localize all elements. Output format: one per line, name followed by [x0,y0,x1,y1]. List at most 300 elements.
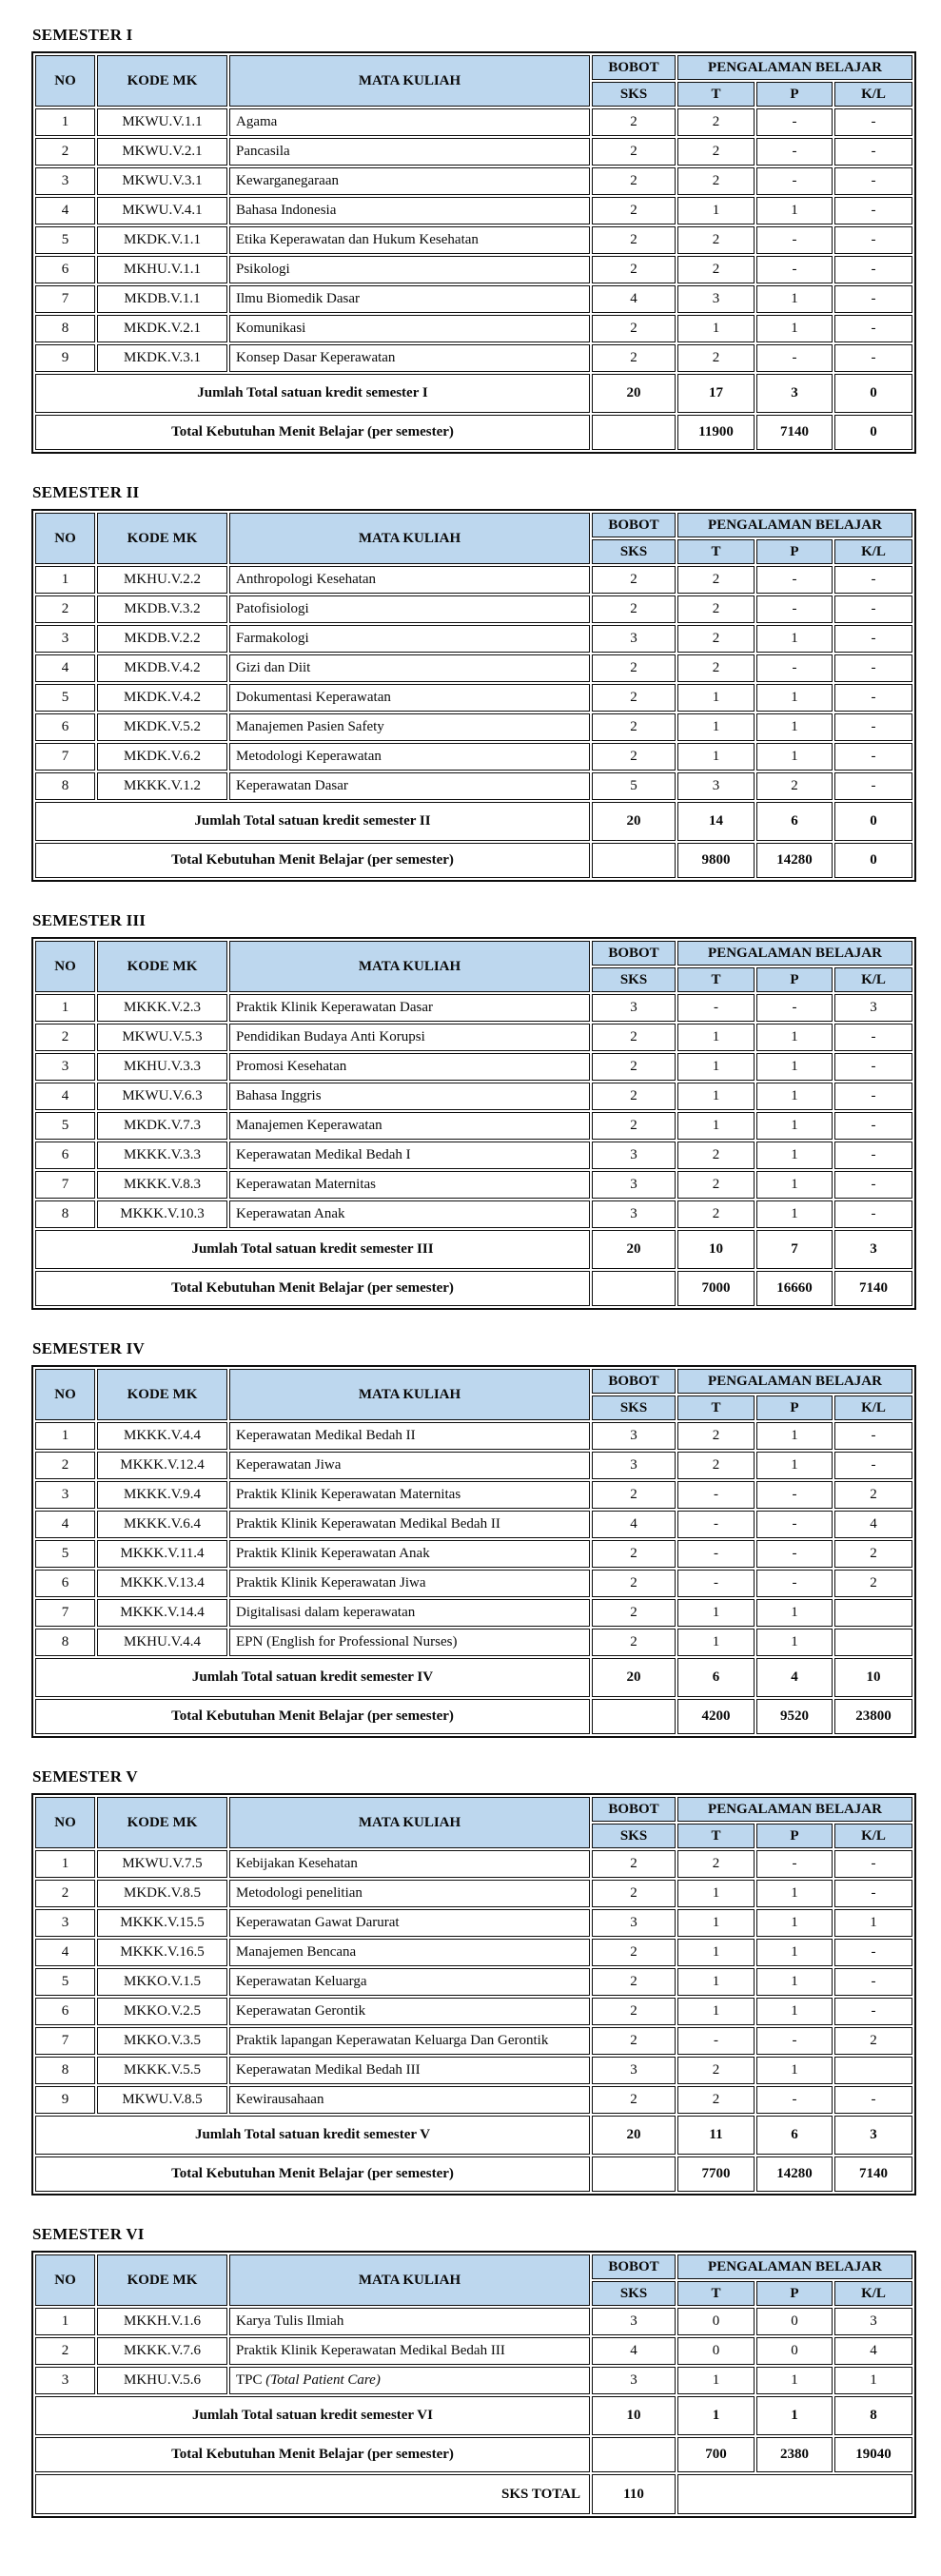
cell-kl: - [834,344,912,372]
cell-no: 2 [35,2337,95,2365]
col-header-pengalaman-belajar: PENGALAMAN BELAJAR [677,513,912,537]
cell-mata-kuliah [229,1939,590,1966]
col-header-kl: K/L [834,82,912,107]
cell-kode-mk: MKDK.V.4.2 [97,684,227,712]
cell-p: - [756,138,833,166]
semester-section [31,1767,912,2195]
cell-kode-mk: MKKK.V.13.4 [97,1570,227,1597]
col-header-kl: K/L [834,2281,912,2306]
cell-sks: 4 [592,1511,676,1538]
cell-mata-kuliah [229,772,590,800]
cell-sks: 3 [592,994,676,1022]
col-header-t: T [677,1395,755,1420]
total-menit-sks-empty [592,1271,676,1306]
cell-kode-mk: MKKK.V.15.5 [97,1909,227,1937]
cell-mata-kuliah [229,743,590,771]
course-name: Dokumentasi Keperawatan [236,690,391,705]
table-row [35,566,912,594]
course-name: Karya Tulis Ilmiah [236,2313,344,2329]
cell-kode-mk: MKWU.V.6.3 [97,1083,227,1110]
cell-t: 1 [677,1053,755,1081]
cell-kode-mk: MKKK.V.9.4 [97,1481,227,1509]
cell-p: - [756,1481,833,1509]
col-header-p: P [756,82,833,107]
cell-p: 1 [756,1142,833,1169]
cell-no: 4 [35,197,95,224]
cell-t: 2 [677,566,755,594]
cell-no: 4 [35,654,95,682]
course-name: Metodologi Keperawatan [236,749,382,764]
cell-t: - [677,2027,755,2055]
cell-sks: 2 [592,654,676,682]
jumlah-t: 11 [677,2116,755,2155]
cell-mata-kuliah [229,595,590,623]
cell-kode-mk: MKDK.V.8.5 [97,1880,227,1907]
cell-mata-kuliah [229,1024,590,1051]
table-row [35,197,912,224]
cell-t: 2 [677,1142,755,1169]
curriculum-table [31,509,916,882]
cell-p: 1 [756,1968,833,1996]
cell-kode-mk: MKHU.V.2.2 [97,566,227,594]
col-header-no: NO [35,1797,95,1848]
cell-sks: 3 [592,1909,676,1937]
jumlah-row [35,1230,912,1269]
semester-title: SEMESTER IV [32,1339,145,1357]
total-menit-kl: 7140 [834,2156,912,2192]
course-name: Kewirausahaan [236,2092,324,2107]
course-name: Keperawatan Medikal Bedah II [236,1428,416,1443]
col-header-bobot: BOBOT [592,1797,676,1822]
total-menit-label: Total Kebutuhan Menit Belajar (per semester) [35,2156,590,2192]
table-body [35,1422,912,1734]
cell-mata-kuliah [229,994,590,1022]
total-menit-t: 9800 [677,843,755,878]
cell-no: 3 [35,1909,95,1937]
cell-kl: - [834,625,912,653]
table-row [35,1024,912,1051]
total-menit-sks-empty [592,415,676,450]
cell-p: - [756,994,833,1022]
jumlah-t: 14 [677,802,755,841]
cell-t: 1 [677,1909,755,1937]
cell-kode-mk: MKDB.V.1.1 [97,285,227,313]
cell-kode-mk: MKWU.V.3.1 [97,167,227,195]
jumlah-sks: 20 [592,374,676,413]
col-header-sks: SKS [592,2281,676,2306]
cell-no: 5 [35,226,95,254]
total-menit-row [35,2437,912,2472]
course-name: Keperawatan Gawat Darurat [236,1915,400,1930]
table-row [35,344,912,372]
cell-kl: - [834,256,912,283]
cell-no: 1 [35,108,95,136]
table-body [35,994,912,1306]
course-name: Praktik Klinik Keperawatan Dasar [236,1000,434,1015]
cell-sks: 3 [592,2308,676,2335]
semester-title: SEMESTER V [32,1767,138,1786]
table-row [35,2057,912,2084]
cell-mata-kuliah [229,1880,590,1907]
course-name: Psikologi [236,262,290,277]
cell-no: 5 [35,1968,95,1996]
col-header-mata-kuliah: MATA KULIAH [229,513,590,564]
jumlah-kl: 3 [834,1230,912,1269]
cell-kode-mk: MKKK.V.14.4 [97,1599,227,1627]
cell-mata-kuliah [229,1452,590,1479]
cell-p: - [756,1511,833,1538]
cell-p: 1 [756,1998,833,2025]
jumlah-p: 6 [756,2116,833,2155]
cell-kl: 4 [834,1511,912,1538]
cell-p: - [756,1850,833,1878]
cell-kode-mk: MKKK.V.12.4 [97,1452,227,1479]
cell-no: 7 [35,2027,95,2055]
col-header-mata-kuliah: MATA KULIAH [229,941,590,992]
cell-t: 2 [677,2086,755,2114]
cell-sks: 4 [592,285,676,313]
cell-kl: - [834,197,912,224]
cell-t: 2 [677,1171,755,1199]
table-header [35,55,912,107]
cell-kl: - [834,1142,912,1169]
course-name: Manajemen Pasien Safety [236,719,384,734]
cell-kl: - [834,1200,912,1228]
cell-sks: 3 [592,1452,676,1479]
cell-mata-kuliah [229,2367,590,2394]
cell-kl: - [834,1939,912,1966]
cell-sks: 2 [592,2086,676,2114]
cell-mata-kuliah [229,1142,590,1169]
cell-kl: - [834,1998,912,2025]
total-menit-label: Total Kebutuhan Menit Belajar (per semester) [35,2437,590,2472]
cell-sks: 2 [592,1481,676,1509]
cell-kl [834,1629,912,1656]
total-menit-p: 16660 [756,1271,833,1306]
cell-sks: 2 [592,1540,676,1568]
cell-kode-mk: MKDK.V.2.1 [97,315,227,342]
sks-total-row [35,2474,912,2514]
table-row [35,256,912,283]
col-header-bobot: BOBOT [592,941,676,966]
jumlah-p: 4 [756,1658,833,1697]
cell-t: - [677,1481,755,1509]
cell-kl [834,1599,912,1627]
cell-p: 1 [756,1083,833,1110]
header-row-1 [35,55,912,80]
total-menit-p: 14280 [756,2156,833,2192]
course-name: Keperawatan Medikal Bedah I [236,1147,411,1162]
cell-t: 1 [677,1599,755,1627]
cell-sks: 2 [592,1629,676,1656]
cell-no: 3 [35,625,95,653]
col-header-no: NO [35,941,95,992]
course-name: Praktik Klinik Keperawatan Medikal Bedah III [236,2343,505,2358]
cell-kl: - [834,1053,912,1081]
cell-kl: 4 [834,2337,912,2365]
cell-t: 2 [677,1422,755,1450]
table-row [35,1629,912,1656]
cell-p: 1 [756,1452,833,1479]
jumlah-label: Jumlah Total satuan kredit semester I [35,374,590,413]
cell-kl: - [834,138,912,166]
header-row-1 [35,513,912,537]
cell-kode-mk: MKKK.V.3.3 [97,1142,227,1169]
cell-sks: 2 [592,1850,676,1878]
cell-sks: 3 [592,1142,676,1169]
cell-sks: 2 [592,566,676,594]
cell-kode-mk: MKWU.V.7.5 [97,1850,227,1878]
total-menit-t: 4200 [677,1699,755,1734]
cell-kl: - [834,1850,912,1878]
cell-p: - [756,1570,833,1597]
cell-kode-mk: MKKK.V.7.6 [97,2337,227,2365]
cell-kode-mk: MKKK.V.16.5 [97,1939,227,1966]
cell-t: - [677,994,755,1022]
cell-t: 1 [677,743,755,771]
table-row [35,138,912,166]
col-header-no: NO [35,513,95,564]
jumlah-label: Jumlah Total satuan kredit semester II [35,802,590,841]
table-row [35,108,912,136]
cell-mata-kuliah [229,1540,590,1568]
cell-mata-kuliah [229,1481,590,1509]
total-menit-t: 700 [677,2437,755,2472]
col-header-mata-kuliah: MATA KULIAH [229,1797,590,1848]
col-header-p: P [756,1395,833,1420]
cell-mata-kuliah [229,344,590,372]
cell-mata-kuliah [229,1200,590,1228]
course-name: Praktik Klinik Keperawatan Maternitas [236,1487,461,1502]
semester-section [31,483,912,882]
cell-kode-mk: MKKK.V.11.4 [97,1540,227,1568]
cell-no: 7 [35,1599,95,1627]
cell-t: - [677,1570,755,1597]
cell-kode-mk: MKHU.V.1.1 [97,256,227,283]
col-header-pengalaman-belajar: PENGALAMAN BELAJAR [677,941,912,966]
course-name: Etika Keperawatan dan Hukum Kesehatan [236,232,479,247]
cell-p: 1 [756,1599,833,1627]
course-name: Metodologi penelitian [236,1885,363,1901]
cell-mata-kuliah [229,625,590,653]
cell-t: 1 [677,1024,755,1051]
cell-t: 1 [677,197,755,224]
jumlah-sks: 20 [592,2116,676,2155]
cell-sks: 2 [592,1880,676,1907]
cell-mata-kuliah [229,1909,590,1937]
cell-kl: - [834,1880,912,1907]
jumlah-t: 17 [677,374,755,413]
cell-t: 1 [677,713,755,741]
cell-t: 2 [677,625,755,653]
course-name: Promosi Kesehatan [236,1059,347,1074]
col-header-kode-mk: KODE MK [97,55,227,107]
jumlah-label: Jumlah Total satuan kredit semester VI [35,2396,590,2435]
cell-sks: 3 [592,625,676,653]
curriculum-table [31,1365,916,1738]
cell-kl: - [834,654,912,682]
total-menit-t: 11900 [677,415,755,450]
course-name: Digitalisasi dalam keperawatan [236,1605,416,1620]
cell-p: 1 [756,1939,833,1966]
course-name: Keperawatan Anak [236,1206,345,1221]
total-menit-label: Total Kebutuhan Menit Belajar (per semester) [35,1271,590,1306]
course-name: Praktik Klinik Keperawatan Jiwa [236,1575,426,1590]
course-name: Bahasa Inggris [236,1088,322,1103]
cell-p: 1 [756,684,833,712]
total-menit-label: Total Kebutuhan Menit Belajar (per semester) [35,1699,590,1734]
cell-p: - [756,344,833,372]
cell-kode-mk: MKDK.V.7.3 [97,1112,227,1140]
col-header-p: P [756,1824,833,1848]
cell-kode-mk: MKKK.V.5.5 [97,2057,227,2084]
cell-mata-kuliah [229,1422,590,1450]
cell-p: - [756,654,833,682]
total-menit-row [35,1699,912,1734]
header-row-1 [35,2254,912,2279]
cell-sks: 2 [592,315,676,342]
total-menit-p: 7140 [756,415,833,450]
table-row [35,713,912,741]
table-row [35,1939,912,1966]
course-name: Keperawatan Gerontik [236,2003,366,2019]
course-name: Keperawatan Medikal Bedah III [236,2062,421,2078]
col-header-t: T [677,2281,755,2306]
jumlah-kl: 0 [834,802,912,841]
course-name: Pancasila [236,144,290,159]
jumlah-row [35,1658,912,1697]
course-name: Pendidikan Budaya Anti Korupsi [236,1029,425,1044]
semester-title: SEMESTER VI [32,2225,145,2243]
cell-kode-mk: MKKK.V.2.3 [97,994,227,1022]
col-header-sks: SKS [592,1824,676,1848]
table-row [35,1422,912,1450]
cell-mata-kuliah [229,2086,590,2114]
header-row-1 [35,1369,912,1394]
jumlah-kl: 10 [834,1658,912,1697]
cell-kode-mk: MKKK.V.4.4 [97,1422,227,1450]
cell-p: 1 [756,1909,833,1937]
cell-p: 1 [756,1200,833,1228]
jumlah-row [35,2396,912,2435]
cell-no: 8 [35,1200,95,1228]
cell-no: 1 [35,566,95,594]
cell-no: 6 [35,1998,95,2025]
table-row [35,625,912,653]
table-row [35,1850,912,1878]
cell-kode-mk: MKDK.V.1.1 [97,226,227,254]
cell-kode-mk: MKWU.V.5.3 [97,1024,227,1051]
cell-no: 4 [35,1939,95,1966]
course-name: Praktik Klinik Keperawatan Medikal Bedah II [236,1516,500,1532]
cell-t: - [677,1540,755,1568]
cell-kl: 3 [834,994,912,1022]
col-header-p: P [756,967,833,992]
total-menit-sks-empty [592,2437,676,2472]
cell-kode-mk: MKHU.V.4.4 [97,1629,227,1656]
cell-mata-kuliah [229,2027,590,2055]
cell-no: 3 [35,167,95,195]
cell-no: 3 [35,1053,95,1081]
table-row [35,595,912,623]
cell-sks: 2 [592,1112,676,1140]
total-menit-t: 7700 [677,2156,755,2192]
cell-t: 2 [677,2057,755,2084]
table-body [35,108,912,450]
curriculum-table [31,937,916,1310]
course-name: Manajemen Bencana [236,1944,357,1960]
cell-no: 5 [35,1112,95,1140]
course-name: Keperawatan Dasar [236,778,348,793]
table-row [35,315,912,342]
table-row [35,772,912,800]
cell-no: 2 [35,138,95,166]
jumlah-p: 7 [756,1230,833,1269]
cell-mata-kuliah [229,1629,590,1656]
total-menit-sks-empty [592,2156,676,2192]
cell-kl: - [834,226,912,254]
cell-p: - [756,2086,833,2114]
cell-kode-mk: MKWU.V.8.5 [97,2086,227,2114]
jumlah-p: 6 [756,802,833,841]
jumlah-sks: 10 [592,2396,676,2435]
cell-t: 1 [677,1939,755,1966]
cell-mata-kuliah [229,108,590,136]
cell-sks: 3 [592,1200,676,1228]
table-row [35,654,912,682]
cell-p: 0 [756,2308,833,2335]
cell-mata-kuliah [229,226,590,254]
cell-mata-kuliah [229,1599,590,1627]
jumlah-p: 1 [756,2396,833,2435]
cell-mata-kuliah [229,654,590,682]
cell-t: 1 [677,1998,755,2025]
cell-no: 7 [35,743,95,771]
cell-mata-kuliah [229,1083,590,1110]
header-row-1 [35,941,912,966]
total-menit-p: 14280 [756,843,833,878]
cell-kl: - [834,595,912,623]
total-menit-p: 9520 [756,1699,833,1734]
semester-section [31,1339,912,1738]
cell-t: 2 [677,226,755,254]
cell-no: 1 [35,994,95,1022]
total-menit-sks-empty [592,843,676,878]
cell-kl: - [834,1452,912,1479]
table-row [35,1880,912,1907]
col-header-p: P [756,539,833,564]
col-header-sks: SKS [592,82,676,107]
cell-no: 9 [35,344,95,372]
cell-sks: 3 [592,1422,676,1450]
semester-title: SEMESTER III [32,911,147,929]
table-row [35,684,912,712]
col-header-mata-kuliah: MATA KULIAH [229,1369,590,1420]
cell-sks: 2 [592,1968,676,1996]
col-header-bobot: BOBOT [592,2254,676,2279]
cell-p: 1 [756,713,833,741]
jumlah-row [35,374,912,413]
cell-p: 0 [756,2337,833,2365]
table-body [35,1850,912,2192]
cell-sks: 2 [592,743,676,771]
cell-sks: 2 [592,138,676,166]
cell-no: 1 [35,2308,95,2335]
table-row [35,1909,912,1937]
table-body [35,2308,912,2514]
sks-total-empty [677,2474,912,2514]
table-header [35,2254,912,2306]
